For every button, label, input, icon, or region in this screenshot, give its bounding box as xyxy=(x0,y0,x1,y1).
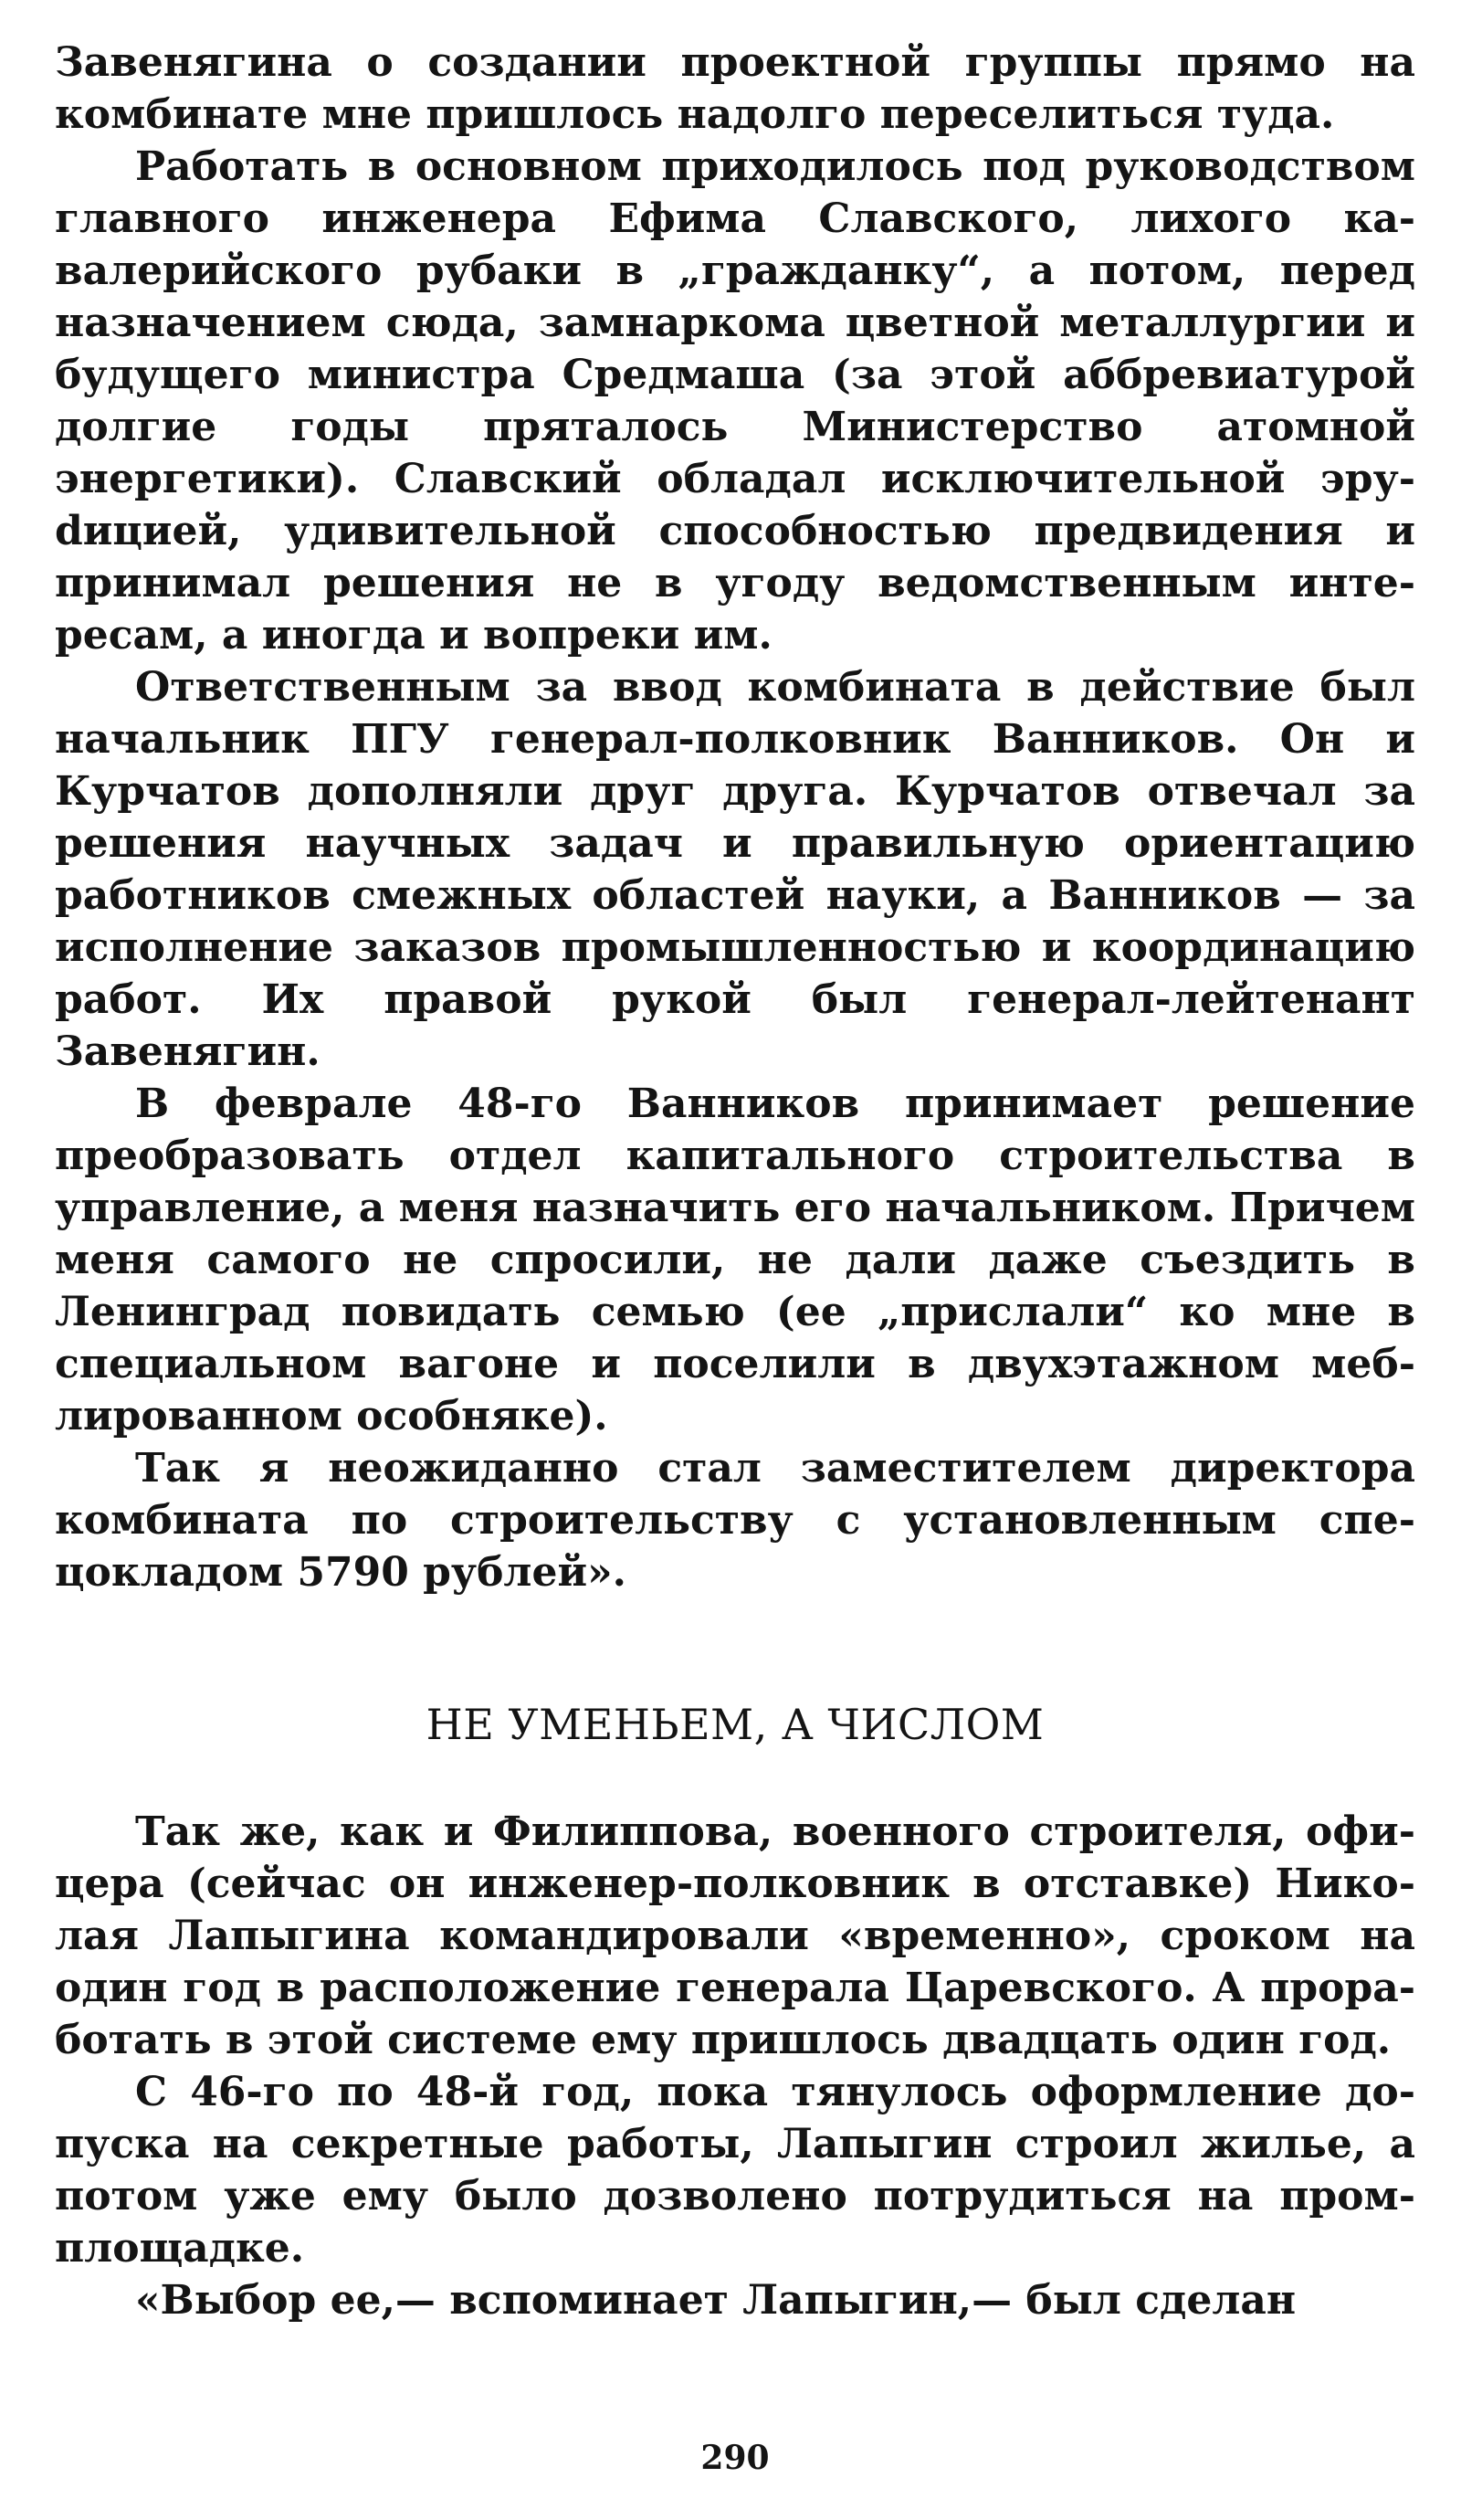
section-heading: НЕ УМЕНЬЕМ, А ЧИСЛОМ xyxy=(426,1700,1045,1749)
paragraph: Так же, как и Филиппова, военного строителя, офицера (сейчас он инженер-полковник в отставке) Николая Лапыгина командировали «временно», сроком на один год в расположение генерала Царевского. А проработать в этой системе ему пришлось двадцать один год. xyxy=(55,1808,1415,2063)
book-page xyxy=(55,37,1415,2494)
paragraph: Так я неожиданно стал заместителем директора комбината по строительству с установленным спецокладом 5790 рублей». xyxy=(55,1445,1415,1596)
page-number: 290 xyxy=(700,2439,770,2477)
paragraph: «Выбор ее,— вспоминает Лапыгин,— был сделан xyxy=(135,2277,1297,2324)
paragraph: В феврале 48-го Ванников принимает решение преобразовать отдел капитального строительства в управление, а меня назначить его начальником. Причем меня самого не спросили, не дали даже съездить в Ленинград повидать семью (ее „прислали“ ко мне в специальном вагоне и поселили в двухэтажном меблированном особняке). xyxy=(55,1081,1415,1439)
paragraph: Ответственным за ввод комбината в действие был начальник ПГУ генерал-полковник Ванников. Он и Курчатов дополняли друг друга. Курчатов отвечал за решения научных задач и правильную ориентацию работников смежных областей науки, а Ванников — за исполнение заказов промышленностью и координацию работ. Их правой рукой был генерал-лейтенант Завенягин. xyxy=(55,664,1415,1075)
paragraph: Работать в основном приходилось под руководством главного инженера Ефима Славского, лихого кавалерийского рубаки в „гражданку“, а потом, перед назначением сюда, замнаркома цветной металлургии и будущего министра Средмаша (за этой аббревиатурой долгие годы пряталось Министерство атомной энергетики). Славский обладал исключительной эруdицией, удивительной способностью предвидения и принимал решения не в угоду ведомственным интересам, а иногда и вопреки им. xyxy=(55,143,1415,659)
body-text-bottom xyxy=(55,1806,1415,2326)
body-text-top xyxy=(55,37,1415,1598)
paragraph: С 46-го по 48-й год, пока тянулось оформление допуска на секретные работы, Лапыгин строил жилье, а потом уже ему было дозволено потрудиться на промплощадке. xyxy=(55,2069,1415,2272)
paragraph: Завенягина о создании проектной группы прямо на комбинате мне пришлось надолго переселиться туда. xyxy=(55,39,1415,138)
